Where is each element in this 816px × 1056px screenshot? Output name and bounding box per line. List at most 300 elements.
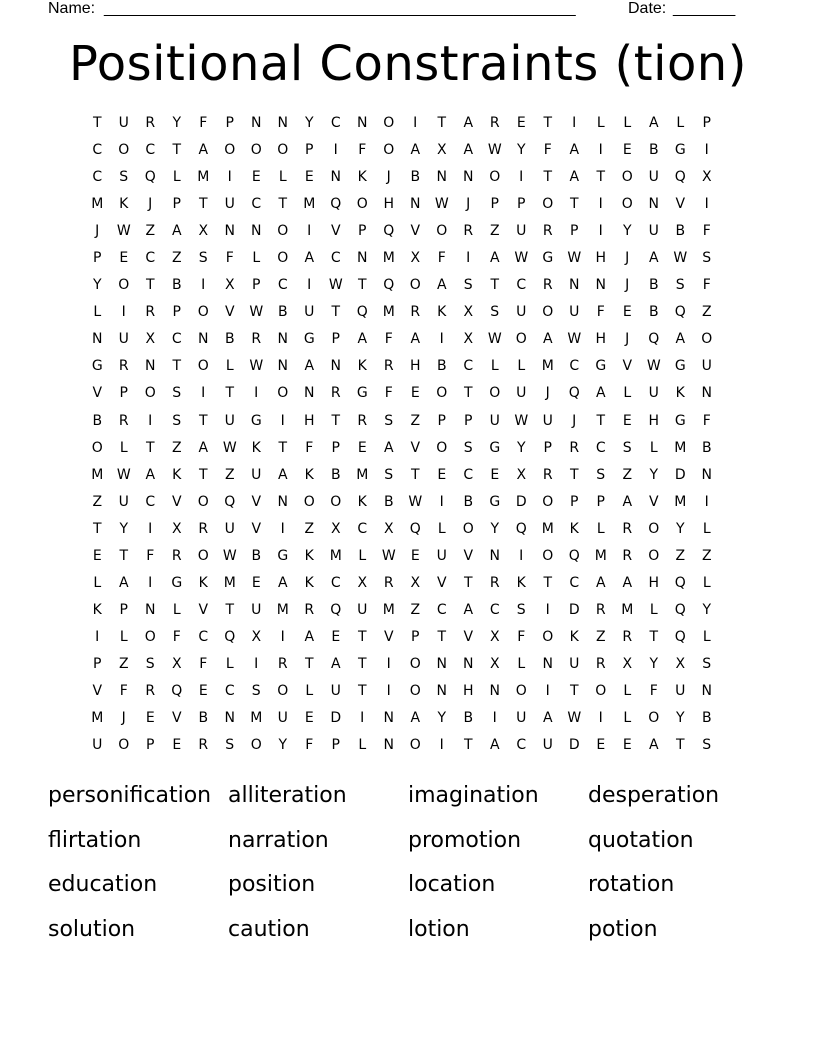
grid-letter[interactable]: O	[542, 196, 554, 213]
grid-letter[interactable]: W	[567, 710, 582, 727]
grid-letter[interactable]: C	[436, 601, 447, 618]
grid-letter[interactable]: J	[121, 710, 126, 727]
grid-letter[interactable]: K	[569, 628, 579, 645]
grid-letter[interactable]: D	[515, 493, 527, 510]
grid-letter[interactable]: S	[463, 439, 473, 456]
grid-letter[interactable]: N	[701, 466, 712, 483]
grid-letter[interactable]: Y	[622, 223, 632, 240]
grid-letter[interactable]: Y	[516, 439, 526, 456]
grid-letter[interactable]: V	[92, 682, 103, 699]
grid-letter[interactable]: X	[489, 628, 500, 645]
grid-letter[interactable]: I	[280, 520, 285, 537]
grid-letter[interactable]: S	[596, 466, 606, 483]
grid-letter[interactable]: G	[356, 385, 368, 402]
grid-letter[interactable]: F	[437, 250, 446, 267]
grid-letter[interactable]: U	[92, 737, 103, 754]
grid-letter[interactable]: G	[674, 412, 686, 429]
grid-letter[interactable]: X	[171, 520, 182, 537]
grid-letter[interactable]: B	[463, 710, 474, 727]
grid-letter[interactable]: X	[489, 655, 500, 672]
grid-letter[interactable]: A	[463, 601, 474, 618]
grid-letter[interactable]: V	[330, 223, 341, 240]
grid-letter[interactable]: R	[622, 547, 633, 564]
grid-letter[interactable]: Q	[568, 547, 580, 564]
grid-letter[interactable]: C	[330, 574, 341, 591]
grid-letter[interactable]: L	[517, 358, 526, 375]
grid-letter[interactable]: P	[490, 196, 499, 213]
grid-letter[interactable]: E	[357, 439, 367, 456]
grid-letter[interactable]: K	[357, 169, 367, 186]
grid-letter[interactable]: Z	[675, 547, 686, 564]
grid-letter[interactable]: I	[280, 628, 285, 645]
grid-letter[interactable]: T	[172, 142, 182, 159]
grid-letter[interactable]: P	[570, 223, 579, 240]
grid-letter[interactable]: C	[569, 574, 580, 591]
grid-letter[interactable]: V	[463, 547, 474, 564]
grid-letter[interactable]: Y	[490, 520, 500, 537]
grid-letter[interactable]: K	[675, 385, 685, 402]
grid-letter[interactable]: A	[436, 277, 447, 294]
grid-letter[interactable]: U	[542, 737, 553, 754]
grid-letter[interactable]: O	[144, 385, 156, 402]
grid-letter[interactable]: P	[146, 737, 155, 754]
grid-letter[interactable]: I	[360, 710, 365, 727]
grid-letter[interactable]: S	[622, 439, 632, 456]
grid-letter[interactable]: U	[224, 412, 235, 429]
grid-letter[interactable]: T	[198, 412, 208, 429]
grid-letter[interactable]: N	[383, 710, 394, 727]
grid-letter[interactable]: V	[410, 223, 421, 240]
grid-letter[interactable]: F	[146, 547, 155, 564]
grid-letter[interactable]: M	[91, 196, 104, 213]
grid-letter[interactable]: R	[622, 628, 633, 645]
grid-letter[interactable]: O	[277, 142, 289, 159]
grid-letter[interactable]: L	[225, 655, 234, 672]
grid-letter[interactable]: O	[91, 439, 103, 456]
grid-letter[interactable]: V	[436, 574, 447, 591]
grid-letter[interactable]: O	[118, 142, 130, 159]
name-blank-line[interactable]: _____________________________________________________	[104, 0, 576, 17]
grid-letter[interactable]: A	[569, 142, 580, 159]
grid-letter[interactable]: I	[254, 385, 259, 402]
grid-letter[interactable]: I	[598, 223, 603, 240]
grid-letter[interactable]: E	[198, 682, 208, 699]
grid-letter[interactable]: H	[648, 412, 660, 429]
grid-letter[interactable]: W	[487, 331, 502, 348]
grid-letter[interactable]: N	[330, 358, 341, 375]
grid-letter[interactable]: U	[357, 601, 368, 618]
grid-letter[interactable]: I	[466, 250, 471, 267]
grid-letter[interactable]: L	[172, 601, 181, 618]
grid-letter[interactable]: Q	[674, 601, 686, 618]
grid-letter[interactable]: X	[383, 520, 394, 537]
grid-letter[interactable]: T	[172, 358, 182, 375]
grid-letter[interactable]: B	[330, 466, 341, 483]
grid-letter[interactable]: V	[171, 710, 182, 727]
grid-letter[interactable]: O	[648, 520, 660, 537]
grid-letter[interactable]: H	[595, 250, 607, 267]
grid-letter[interactable]: E	[410, 385, 420, 402]
grid-letter[interactable]: N	[595, 277, 606, 294]
grid-letter[interactable]: N	[277, 493, 288, 510]
grid-letter[interactable]: U	[251, 601, 262, 618]
grid-letter[interactable]: C	[277, 277, 288, 294]
grid-letter[interactable]: I	[95, 628, 100, 645]
grid-letter[interactable]: L	[119, 628, 128, 645]
grid-letter[interactable]: Y	[304, 115, 314, 131]
grid-letter[interactable]: T	[596, 169, 606, 186]
grid-letter[interactable]: B	[171, 277, 182, 294]
grid-letter[interactable]: G	[542, 250, 554, 267]
grid-letter[interactable]: R	[145, 682, 156, 699]
grid-letter[interactable]: I	[704, 142, 709, 159]
grid-letter[interactable]: Y	[675, 520, 685, 537]
grid-letter[interactable]: L	[702, 628, 711, 645]
grid-letter[interactable]: V	[251, 493, 262, 510]
grid-letter[interactable]: C	[92, 169, 103, 186]
grid-letter[interactable]: S	[675, 277, 685, 294]
grid-letter[interactable]: C	[92, 142, 103, 159]
grid-letter[interactable]: C	[569, 358, 580, 375]
grid-letter[interactable]: W	[116, 466, 131, 483]
grid-letter[interactable]: K	[304, 574, 314, 591]
grid-letter[interactable]: L	[649, 439, 658, 456]
grid-letter[interactable]: N	[251, 223, 262, 240]
grid-letter[interactable]: G	[674, 142, 686, 159]
grid-letter[interactable]: S	[702, 655, 712, 672]
grid-letter[interactable]: G	[489, 439, 501, 456]
grid-letter[interactable]: J	[625, 277, 630, 294]
grid-letter[interactable]: E	[172, 737, 182, 754]
grid-letter[interactable]: O	[224, 142, 236, 159]
grid-letter[interactable]: G	[171, 574, 183, 591]
grid-letter[interactable]: N	[224, 223, 235, 240]
grid-letter[interactable]: O	[515, 331, 527, 348]
grid-letter[interactable]: P	[437, 412, 446, 429]
grid-letter[interactable]: K	[437, 304, 447, 321]
grid-letter[interactable]: B	[383, 493, 394, 510]
grid-letter[interactable]: C	[330, 115, 341, 131]
grid-letter[interactable]: G	[91, 358, 103, 375]
grid-letter[interactable]: W	[646, 358, 661, 375]
grid-letter[interactable]: A	[622, 493, 633, 510]
grid-letter[interactable]: T	[225, 601, 235, 618]
grid-letter[interactable]: Q	[409, 520, 421, 537]
grid-letter[interactable]: P	[119, 385, 128, 402]
grid-letter[interactable]: Z	[701, 304, 712, 321]
grid-letter[interactable]: N	[701, 682, 712, 699]
grid-letter[interactable]: N	[489, 547, 500, 564]
grid-letter[interactable]: Y	[92, 277, 102, 294]
grid-letter[interactable]: F	[384, 385, 393, 402]
grid-letter[interactable]: M	[356, 466, 369, 483]
grid-letter[interactable]: T	[543, 115, 553, 131]
grid-letter[interactable]: N	[145, 358, 156, 375]
grid-letter[interactable]: Q	[383, 223, 395, 240]
grid-letter[interactable]: R	[489, 574, 500, 591]
grid-letter[interactable]: A	[542, 710, 553, 727]
grid-letter[interactable]: I	[704, 196, 709, 213]
grid-letter[interactable]: L	[596, 520, 605, 537]
grid-letter[interactable]: C	[595, 439, 606, 456]
grid-letter[interactable]: R	[542, 223, 553, 240]
grid-letter[interactable]: S	[490, 304, 500, 321]
grid-letter[interactable]: L	[596, 115, 605, 131]
grid-letter[interactable]: I	[386, 682, 391, 699]
grid-letter[interactable]: F	[225, 250, 234, 267]
grid-letter[interactable]: S	[119, 169, 129, 186]
grid-letter[interactable]: E	[622, 737, 632, 754]
grid-letter[interactable]: Q	[356, 304, 368, 321]
grid-letter[interactable]: Z	[410, 412, 421, 429]
grid-letter[interactable]: O	[436, 223, 448, 240]
grid-letter[interactable]: E	[410, 547, 420, 564]
grid-letter[interactable]: E	[622, 142, 632, 159]
grid-letter[interactable]: R	[171, 547, 182, 564]
grid-letter[interactable]: O	[250, 142, 262, 159]
grid-letter[interactable]: R	[145, 304, 156, 321]
grid-letter[interactable]: D	[674, 466, 686, 483]
grid-letter[interactable]: C	[516, 737, 527, 754]
grid-letter[interactable]: Z	[145, 223, 156, 240]
grid-letter[interactable]: T	[331, 412, 341, 429]
grid-letter[interactable]: F	[702, 412, 711, 429]
grid-letter[interactable]: F	[543, 142, 552, 159]
grid-letter[interactable]: M	[329, 547, 342, 564]
grid-letter[interactable]: P	[331, 331, 340, 348]
grid-letter[interactable]: B	[224, 331, 235, 348]
grid-letter[interactable]: V	[198, 601, 209, 618]
grid-letter[interactable]: I	[386, 655, 391, 672]
grid-letter[interactable]: V	[648, 493, 659, 510]
grid-letter[interactable]: C	[463, 466, 474, 483]
grid-letter[interactable]: D	[568, 737, 580, 754]
grid-letter[interactable]: A	[648, 250, 659, 267]
grid-letter[interactable]: Y	[516, 142, 526, 159]
grid-letter[interactable]: U	[277, 710, 288, 727]
grid-letter[interactable]: A	[171, 223, 182, 240]
grid-letter[interactable]: E	[251, 574, 261, 591]
grid-letter[interactable]: U	[701, 358, 712, 375]
grid-letter[interactable]: L	[517, 655, 526, 672]
grid-letter[interactable]: L	[702, 574, 711, 591]
grid-letter[interactable]: B	[648, 304, 659, 321]
grid-letter[interactable]: U	[516, 710, 527, 727]
grid-letter[interactable]: C	[198, 628, 209, 645]
grid-letter[interactable]: I	[148, 574, 153, 591]
grid-letter[interactable]: O	[383, 142, 395, 159]
grid-letter[interactable]: A	[648, 115, 659, 131]
grid-letter[interactable]: H	[303, 412, 315, 429]
grid-letter[interactable]: V	[622, 358, 633, 375]
grid-letter[interactable]: W	[116, 223, 131, 240]
grid-letter[interactable]: Z	[118, 655, 129, 672]
grid-letter[interactable]: O	[409, 655, 421, 672]
grid-letter[interactable]: S	[172, 385, 182, 402]
grid-letter[interactable]: P	[702, 115, 711, 131]
grid-letter[interactable]: L	[358, 547, 367, 564]
grid-letter[interactable]: U	[569, 304, 580, 321]
grid-letter[interactable]: U	[304, 304, 315, 321]
grid-letter[interactable]: S	[225, 737, 235, 754]
grid-letter[interactable]: O	[197, 304, 209, 321]
grid-letter[interactable]: X	[145, 331, 156, 348]
grid-letter[interactable]: B	[251, 547, 262, 564]
grid-letter[interactable]: R	[118, 412, 129, 429]
grid-letter[interactable]: E	[331, 628, 341, 645]
grid-letter[interactable]: V	[92, 385, 103, 402]
grid-letter[interactable]: A	[569, 169, 580, 186]
grid-letter[interactable]: U	[251, 466, 262, 483]
grid-letter[interactable]: S	[516, 601, 526, 618]
grid-letter[interactable]: S	[145, 655, 155, 672]
grid-letter[interactable]: A	[357, 331, 368, 348]
grid-letter[interactable]: M	[621, 601, 634, 618]
grid-letter[interactable]: I	[439, 331, 444, 348]
grid-letter[interactable]: U	[516, 385, 527, 402]
grid-letter[interactable]: I	[307, 277, 312, 294]
grid-letter[interactable]: U	[436, 547, 447, 564]
grid-letter[interactable]: H	[595, 331, 607, 348]
grid-letter[interactable]: D	[568, 601, 580, 618]
grid-letter[interactable]: U	[224, 520, 235, 537]
grid-letter[interactable]: N	[463, 169, 474, 186]
grid-letter[interactable]: P	[331, 439, 340, 456]
grid-letter[interactable]: B	[701, 439, 712, 456]
grid-letter[interactable]: M	[541, 358, 554, 375]
grid-letter[interactable]: W	[567, 250, 582, 267]
grid-letter[interactable]: A	[410, 142, 421, 159]
grid-letter[interactable]: A	[330, 655, 341, 672]
grid-letter[interactable]: S	[384, 466, 394, 483]
grid-letter[interactable]: J	[95, 223, 100, 240]
grid-letter[interactable]: P	[358, 223, 367, 240]
grid-letter[interactable]: F	[358, 142, 367, 159]
grid-letter[interactable]: Q	[224, 628, 236, 645]
grid-letter[interactable]: K	[569, 520, 579, 537]
grid-letter[interactable]: O	[542, 304, 554, 321]
grid-letter[interactable]: T	[543, 574, 553, 591]
grid-letter[interactable]: T	[675, 737, 685, 754]
grid-letter[interactable]: Q	[674, 628, 686, 645]
grid-letter[interactable]: O	[542, 547, 554, 564]
grid-letter[interactable]: P	[596, 493, 605, 510]
grid-letter[interactable]: R	[410, 304, 421, 321]
grid-letter[interactable]: R	[595, 655, 606, 672]
grid-letter[interactable]: O	[118, 277, 130, 294]
grid-letter[interactable]: Y	[172, 115, 182, 131]
grid-letter[interactable]: T	[304, 655, 314, 672]
grid-letter[interactable]: N	[145, 601, 156, 618]
grid-letter[interactable]: O	[648, 710, 660, 727]
grid-letter[interactable]: I	[148, 412, 153, 429]
grid-letter[interactable]: M	[91, 466, 104, 483]
grid-letter[interactable]: T	[278, 196, 288, 213]
grid-letter[interactable]: U	[224, 196, 235, 213]
grid-letter[interactable]: U	[542, 412, 553, 429]
grid-letter[interactable]: K	[251, 439, 261, 456]
grid-letter[interactable]: L	[358, 737, 367, 754]
grid-letter[interactable]: F	[172, 628, 181, 645]
grid-letter[interactable]: I	[598, 196, 603, 213]
grid-letter[interactable]: A	[489, 250, 500, 267]
grid-letter[interactable]: O	[330, 493, 342, 510]
grid-letter[interactable]: K	[198, 574, 208, 591]
grid-letter[interactable]: N	[436, 169, 447, 186]
grid-letter[interactable]: U	[489, 412, 500, 429]
grid-letter[interactable]: T	[437, 628, 447, 645]
grid-letter[interactable]: T	[463, 737, 473, 754]
grid-letter[interactable]: C	[224, 682, 235, 699]
grid-letter[interactable]: S	[702, 737, 712, 754]
grid-letter[interactable]: I	[413, 115, 418, 131]
grid-letter[interactable]: O	[701, 331, 713, 348]
grid-letter[interactable]: Z	[595, 628, 606, 645]
grid-letter[interactable]: T	[410, 466, 420, 483]
grid-letter[interactable]: S	[463, 277, 473, 294]
grid-letter[interactable]: P	[172, 304, 181, 321]
grid-letter[interactable]: F	[119, 682, 128, 699]
grid-letter[interactable]: A	[145, 466, 156, 483]
grid-letter[interactable]: P	[305, 142, 314, 159]
grid-letter[interactable]: T	[463, 574, 473, 591]
grid-letter[interactable]: T	[357, 682, 367, 699]
grid-letter[interactable]: L	[119, 439, 128, 456]
grid-letter[interactable]: L	[225, 358, 234, 375]
grid-letter[interactable]: O	[197, 358, 209, 375]
grid-letter[interactable]: Z	[171, 439, 182, 456]
grid-letter[interactable]: N	[463, 655, 474, 672]
grid-letter[interactable]: O	[462, 520, 474, 537]
grid-letter[interactable]: C	[516, 277, 527, 294]
grid-letter[interactable]: V	[383, 628, 394, 645]
grid-letter[interactable]: O	[277, 385, 289, 402]
grid-letter[interactable]: Q	[515, 520, 527, 537]
grid-letter[interactable]: M	[276, 601, 289, 618]
grid-letter[interactable]: W	[249, 358, 264, 375]
grid-letter[interactable]: L	[623, 115, 632, 131]
grid-letter[interactable]: A	[277, 466, 288, 483]
grid-letter[interactable]: O	[542, 493, 554, 510]
grid-letter[interactable]: Q	[383, 277, 395, 294]
grid-letter[interactable]: M	[382, 250, 395, 267]
grid-letter[interactable]: A	[542, 331, 553, 348]
grid-letter[interactable]: X	[463, 331, 474, 348]
grid-letter[interactable]: X	[463, 304, 474, 321]
grid-letter[interactable]: M	[91, 710, 104, 727]
grid-letter[interactable]: K	[357, 358, 367, 375]
grid-letter[interactable]: L	[490, 358, 499, 375]
grid-letter[interactable]: H	[383, 196, 395, 213]
grid-letter[interactable]: O	[648, 547, 660, 564]
grid-letter[interactable]: T	[649, 628, 659, 645]
grid-letter[interactable]: V	[410, 439, 421, 456]
grid-letter[interactable]: U	[118, 493, 129, 510]
grid-letter[interactable]: P	[119, 601, 128, 618]
grid-letter[interactable]: W	[381, 547, 396, 564]
grid-letter[interactable]: M	[674, 439, 687, 456]
grid-letter[interactable]: P	[411, 628, 420, 645]
grid-letter[interactable]: T	[145, 439, 155, 456]
grid-letter[interactable]: O	[356, 196, 368, 213]
grid-letter[interactable]: P	[93, 655, 102, 672]
grid-letter[interactable]: I	[121, 304, 126, 321]
grid-letter[interactable]: U	[118, 115, 129, 131]
grid-letter[interactable]: E	[490, 466, 500, 483]
grid-letter[interactable]: U	[118, 331, 129, 348]
grid-letter[interactable]: I	[519, 169, 524, 186]
grid-letter[interactable]: F	[199, 115, 208, 131]
